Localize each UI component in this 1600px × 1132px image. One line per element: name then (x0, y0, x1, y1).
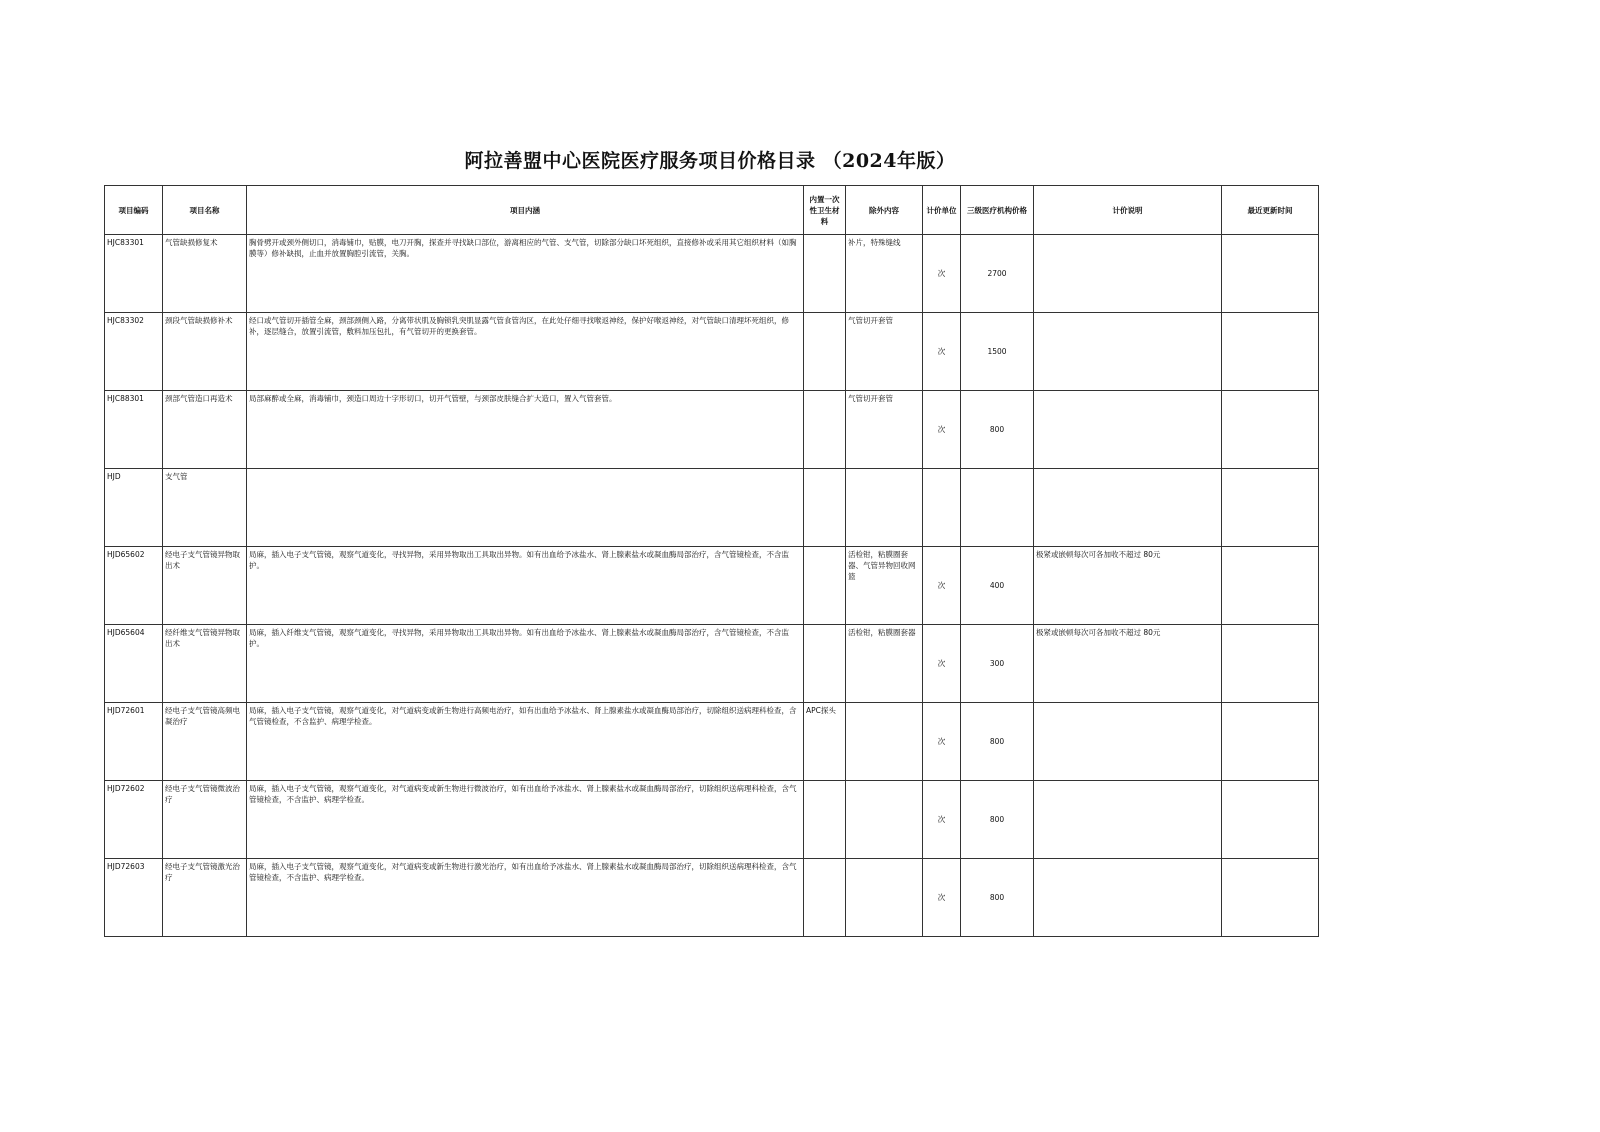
table-row (105, 859, 1319, 937)
item-price (961, 469, 1034, 547)
item-exclusion (846, 781, 923, 859)
item-updated (1222, 625, 1319, 703)
item-price: 800 (961, 703, 1034, 781)
item-material (804, 313, 846, 391)
item-content: 局麻，插入电子支气管镜，观察气道变化，对气道病变或新生物进行激光治疗，如有出血给予冰盐水、肾上腺素盐水或凝血酶局部治疗，切除组织送病理科检查，含气管镜检查，不含监护、病理学检查。 (247, 859, 804, 937)
item-unit: 次 (923, 781, 961, 859)
item-note (1034, 313, 1222, 391)
item-price: 400 (961, 547, 1034, 625)
item-unit: 次 (923, 859, 961, 937)
item-code: HJD72602 (105, 781, 163, 859)
item-content (247, 469, 804, 547)
item-material: APC探头 (804, 703, 846, 781)
item-exclusion: 气管切开套管 (846, 313, 923, 391)
item-updated (1222, 859, 1319, 937)
item-content: 局麻，插入电子支气管镜，观察气道变化，对气道病变或新生物进行微波治疗，如有出血给予冰盐水、肾上腺素盐水或凝血酶局部治疗，切除组织送病理科检查，含气管镜检查，不含监护、病理学检查。 (247, 781, 804, 859)
item-content: 胸骨劈开或颈外侧切口，消毒铺巾，贴膜，电刀开胸，探查并寻找缺口部位，游离相应的气管、支气管，切除部分缺口坏死组织，直接修补或采用其它组织材料（如胸膜等）修补缺损，止血并放置胸腔引流管，关胸。 (247, 235, 804, 313)
item-updated (1222, 547, 1319, 625)
item-exclusion (846, 703, 923, 781)
table-row (105, 547, 1319, 625)
item-updated (1222, 781, 1319, 859)
table-row (105, 313, 1319, 391)
item-code: HJD65604 (105, 625, 163, 703)
table-row (105, 469, 1319, 547)
price-table (104, 185, 1319, 937)
item-name: 颈段气管缺损修补术 (163, 313, 247, 391)
item-note (1034, 235, 1222, 313)
item-unit (923, 469, 961, 547)
item-note (1034, 703, 1222, 781)
item-material (804, 547, 846, 625)
item-material (804, 781, 846, 859)
item-content: 局麻，插入电子支气管镜，观察气道变化，对气道病变或新生物进行高频电治疗，如有出血给予冰盐水、肾上腺素盐水或凝血酶局部治疗，切除组织送病理科检查，含气管镜检查，不含监护、病理学检查。 (247, 703, 804, 781)
item-name: 气管缺损修复术 (163, 235, 247, 313)
item-unit: 次 (923, 235, 961, 313)
column-header: 项目名称 (163, 186, 247, 235)
item-exclusion: 气管切开套管 (846, 391, 923, 469)
item-material (804, 469, 846, 547)
table-row (105, 781, 1319, 859)
item-price: 800 (961, 391, 1034, 469)
item-updated (1222, 313, 1319, 391)
item-exclusion (846, 859, 923, 937)
item-note (1034, 859, 1222, 937)
item-unit: 次 (923, 547, 961, 625)
item-updated (1222, 703, 1319, 781)
item-updated (1222, 469, 1319, 547)
item-code: HJD72603 (105, 859, 163, 937)
item-code: HJD65602 (105, 547, 163, 625)
item-exclusion: 活检钳，粘膜圈套器 (846, 625, 923, 703)
column-header: 项目编码 (105, 186, 163, 235)
column-header: 内置一次性卫生材料 (804, 186, 846, 235)
item-updated (1222, 391, 1319, 469)
item-unit: 次 (923, 625, 961, 703)
item-content: 局麻，插入电子支气管镜，观察气道变化，寻找异物，采用异物取出工具取出异物。如有出血给予冰盐水、肾上腺素盐水或凝血酶局部治疗，含气管镜检查，不含监护。 (247, 547, 804, 625)
item-price: 800 (961, 859, 1034, 937)
item-note (1034, 391, 1222, 469)
item-note: 极紧或嵌顿每次可各加收不超过 80元 (1034, 625, 1222, 703)
column-header: 三级医疗机构价格 (961, 186, 1034, 235)
item-name: 经电子支气管镜高频电凝治疗 (163, 703, 247, 781)
document-title: 阿拉善盟中心医院医疗服务项目价格目录 （2024年版） (464, 150, 956, 172)
item-note (1034, 781, 1222, 859)
item-name: 经电子支气管镜激光治疗 (163, 859, 247, 937)
item-name: 经纤维支气管镜异物取出术 (163, 625, 247, 703)
item-material (804, 859, 846, 937)
item-price: 800 (961, 781, 1034, 859)
item-price: 2700 (961, 235, 1034, 313)
table-row (105, 625, 1319, 703)
item-price: 300 (961, 625, 1034, 703)
column-header: 计价单位 (923, 186, 961, 235)
item-code: HJD72601 (105, 703, 163, 781)
item-name: 颈部气管造口再造术 (163, 391, 247, 469)
item-unit: 次 (923, 391, 961, 469)
item-unit: 次 (923, 703, 961, 781)
item-exclusion (846, 469, 923, 547)
item-name: 经电子支气管镜异物取出术 (163, 547, 247, 625)
item-material (804, 625, 846, 703)
table-row (105, 703, 1319, 781)
column-header: 计价说明 (1034, 186, 1222, 235)
item-content: 经口或气管切开插管全麻，颈部颈侧入路，分离带状肌及胸锁乳突肌显露气管食管沟区，在此处仔细寻找喉返神经，保护好喉返神经，对气管缺口清理坏死组织，修补，逐层缝合，放置引流管，敷料加压包扎，有气管切开的更换套管。 (247, 313, 804, 391)
item-note (1034, 469, 1222, 547)
item-code: HJC88301 (105, 391, 163, 469)
item-content: 局部麻醉或全麻，消毒铺巾，颈造口周边十字形切口，切开气管壁，与颈部皮肤缝合扩大造口，置入气管套管。 (247, 391, 804, 469)
item-content: 局麻，插入纤维支气管镜，观察气道变化，寻找异物，采用异物取出工具取出异物。如有出血给予冰盐水、肾上腺素盐水或凝血酶局部治疗，含气管镜检查，不含监护。 (247, 625, 804, 703)
item-exclusion: 补片，特殊缝线 (846, 235, 923, 313)
column-header: 项目内涵 (247, 186, 804, 235)
item-name: 经电子支气管镜微波治疗 (163, 781, 247, 859)
column-header: 最近更新时间 (1222, 186, 1319, 235)
table-row (105, 391, 1319, 469)
item-code: HJD (105, 469, 163, 547)
item-updated (1222, 235, 1319, 313)
item-material (804, 235, 846, 313)
header-row (105, 186, 1319, 235)
column-header: 除外内容 (846, 186, 923, 235)
table-row (105, 235, 1319, 313)
item-unit: 次 (923, 313, 961, 391)
item-exclusion: 活检钳，粘膜圈套器、气管异物回收网篮 (846, 547, 923, 625)
item-note: 极紧或嵌顿每次可各加收不超过 80元 (1034, 547, 1222, 625)
item-code: HJC83302 (105, 313, 163, 391)
item-name: 支气管 (163, 469, 247, 547)
item-material (804, 391, 846, 469)
item-code: HJC83301 (105, 235, 163, 313)
item-price: 1500 (961, 313, 1034, 391)
